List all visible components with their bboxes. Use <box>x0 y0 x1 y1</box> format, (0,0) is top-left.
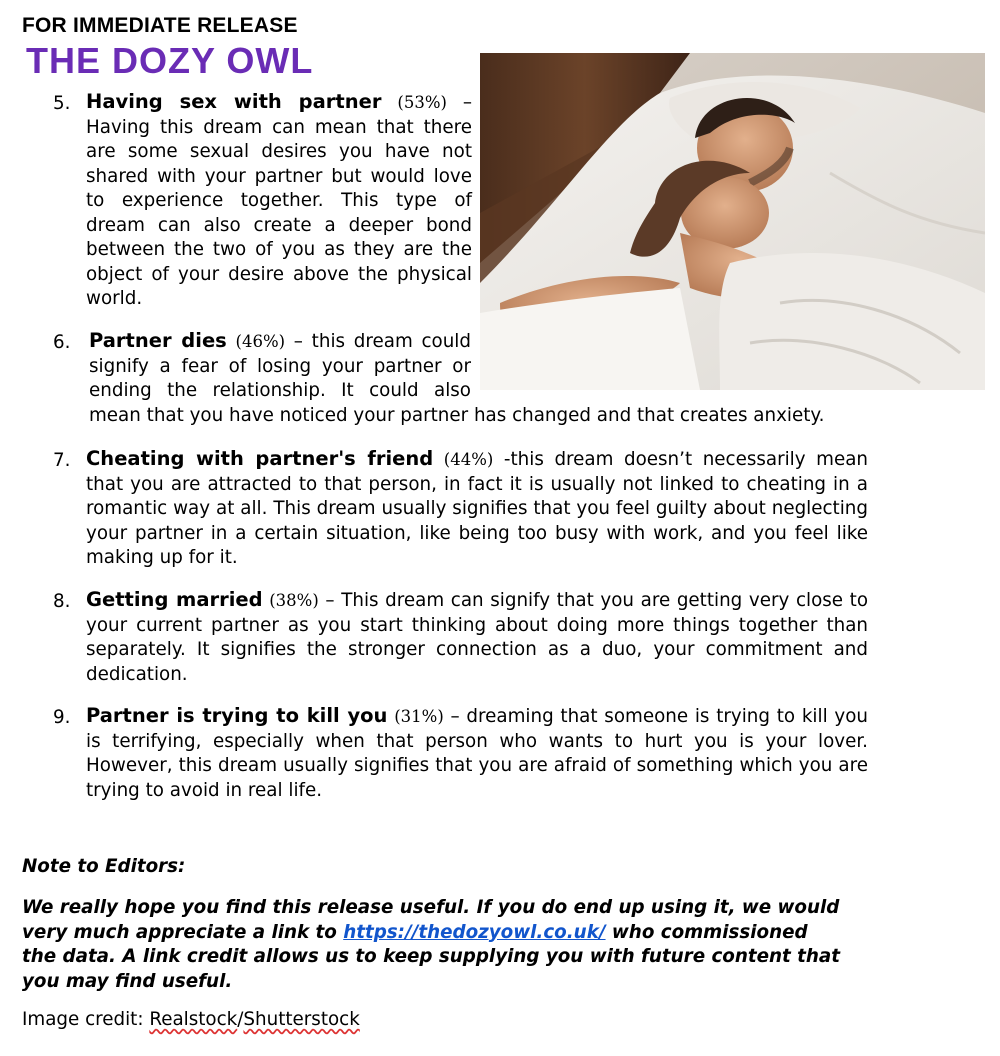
item-text: – <box>446 92 473 113</box>
article-photo <box>480 53 985 390</box>
list-number: 9. <box>53 707 71 728</box>
note-text: who commissioned the data. A link credit allows us to keep supplying you with future content that you may find useful. <box>22 921 840 992</box>
item-text: are some sexual desires you have not <box>86 141 472 162</box>
item-percentage: (31%) <box>394 707 444 726</box>
item-percentage: (44%) <box>443 450 494 469</box>
item-text: between the two of you as they are the <box>86 239 472 260</box>
list-number: 6. <box>53 332 71 353</box>
item-text: to experience together. This type of <box>86 190 472 211</box>
item-title: Getting married <box>86 588 263 611</box>
item-text: object of your desire above the physical <box>86 263 472 285</box>
item-text: mean that you have noticed your partner has changed and that creates anxiety. <box>89 404 825 426</box>
item-percentage: (53%) <box>397 93 447 112</box>
credit-source: Realstock <box>149 1009 238 1030</box>
list-item <box>89 329 825 428</box>
list-number: 5. <box>53 93 71 114</box>
list-number: 7. <box>53 450 71 471</box>
item-percentage: (38%) <box>269 591 319 610</box>
item-title: Cheating with partner's friend <box>86 447 434 470</box>
item-text: ending the relationship. It could also <box>89 380 471 401</box>
item-text: Having this dream can mean that there <box>86 116 472 138</box>
item-text: world. <box>86 288 143 309</box>
list-item <box>86 588 868 687</box>
item-text: shared with your partner but would love <box>86 165 472 187</box>
list-item <box>86 90 472 312</box>
item-text: -this dream doesn’t necessarily mean that you are attracted to that person, in fact it is usually not linked to cheating in a romantic way at all. This dream usually signifies that you feel guilty about neglecting your partner in a certain situation, like being too busy with work, and you feel like making up for it. <box>86 449 868 568</box>
item-text: – This dream can signify that you are getting very close to your current partner as you start thinking about doing more things together than separately. It signifies the stronger connection as a duo, your commitment and dedication. <box>86 590 869 685</box>
list-item <box>86 447 868 571</box>
release-label: FOR IMMEDIATE RELEASE <box>22 14 298 37</box>
item-title: Partner dies <box>89 329 227 352</box>
credit-source: Shutterstock <box>243 1009 360 1030</box>
item-title: Having sex with partner <box>86 90 382 113</box>
credit-label: Image credit: <box>22 1009 150 1030</box>
list-number: 8. <box>53 591 71 612</box>
note-heading: Note to Editors: <box>22 856 186 877</box>
item-percentage: (46%) <box>235 332 286 351</box>
brand-logo-text: THE DOZY OWL <box>26 40 314 81</box>
credit-separator: / <box>237 1009 244 1030</box>
image-credit <box>22 1009 360 1030</box>
item-title: Partner is trying to kill you <box>86 704 388 727</box>
website-link[interactable]: https://thedozyowl.co.uk/ <box>343 921 606 943</box>
list-item <box>86 704 868 803</box>
photo-couple-sleeping-icon <box>480 53 985 390</box>
item-text: – this dream could <box>285 331 471 352</box>
item-text: signify a fear of losing your partner or <box>89 355 471 377</box>
item-text: dream can also create a deeper bond <box>86 214 472 236</box>
item-text: – dreaming that someone is trying to kill you is terrifying, especially when that person who wants to hurt you is your lover. However, this dream usually signifies that you are afraid of something which you are trying to avoid in real life. <box>86 706 869 801</box>
note-text: We really hope you find this release useful. If you do end up using it, we would very much appreciate a link to <box>22 897 840 943</box>
note-body <box>22 896 842 994</box>
